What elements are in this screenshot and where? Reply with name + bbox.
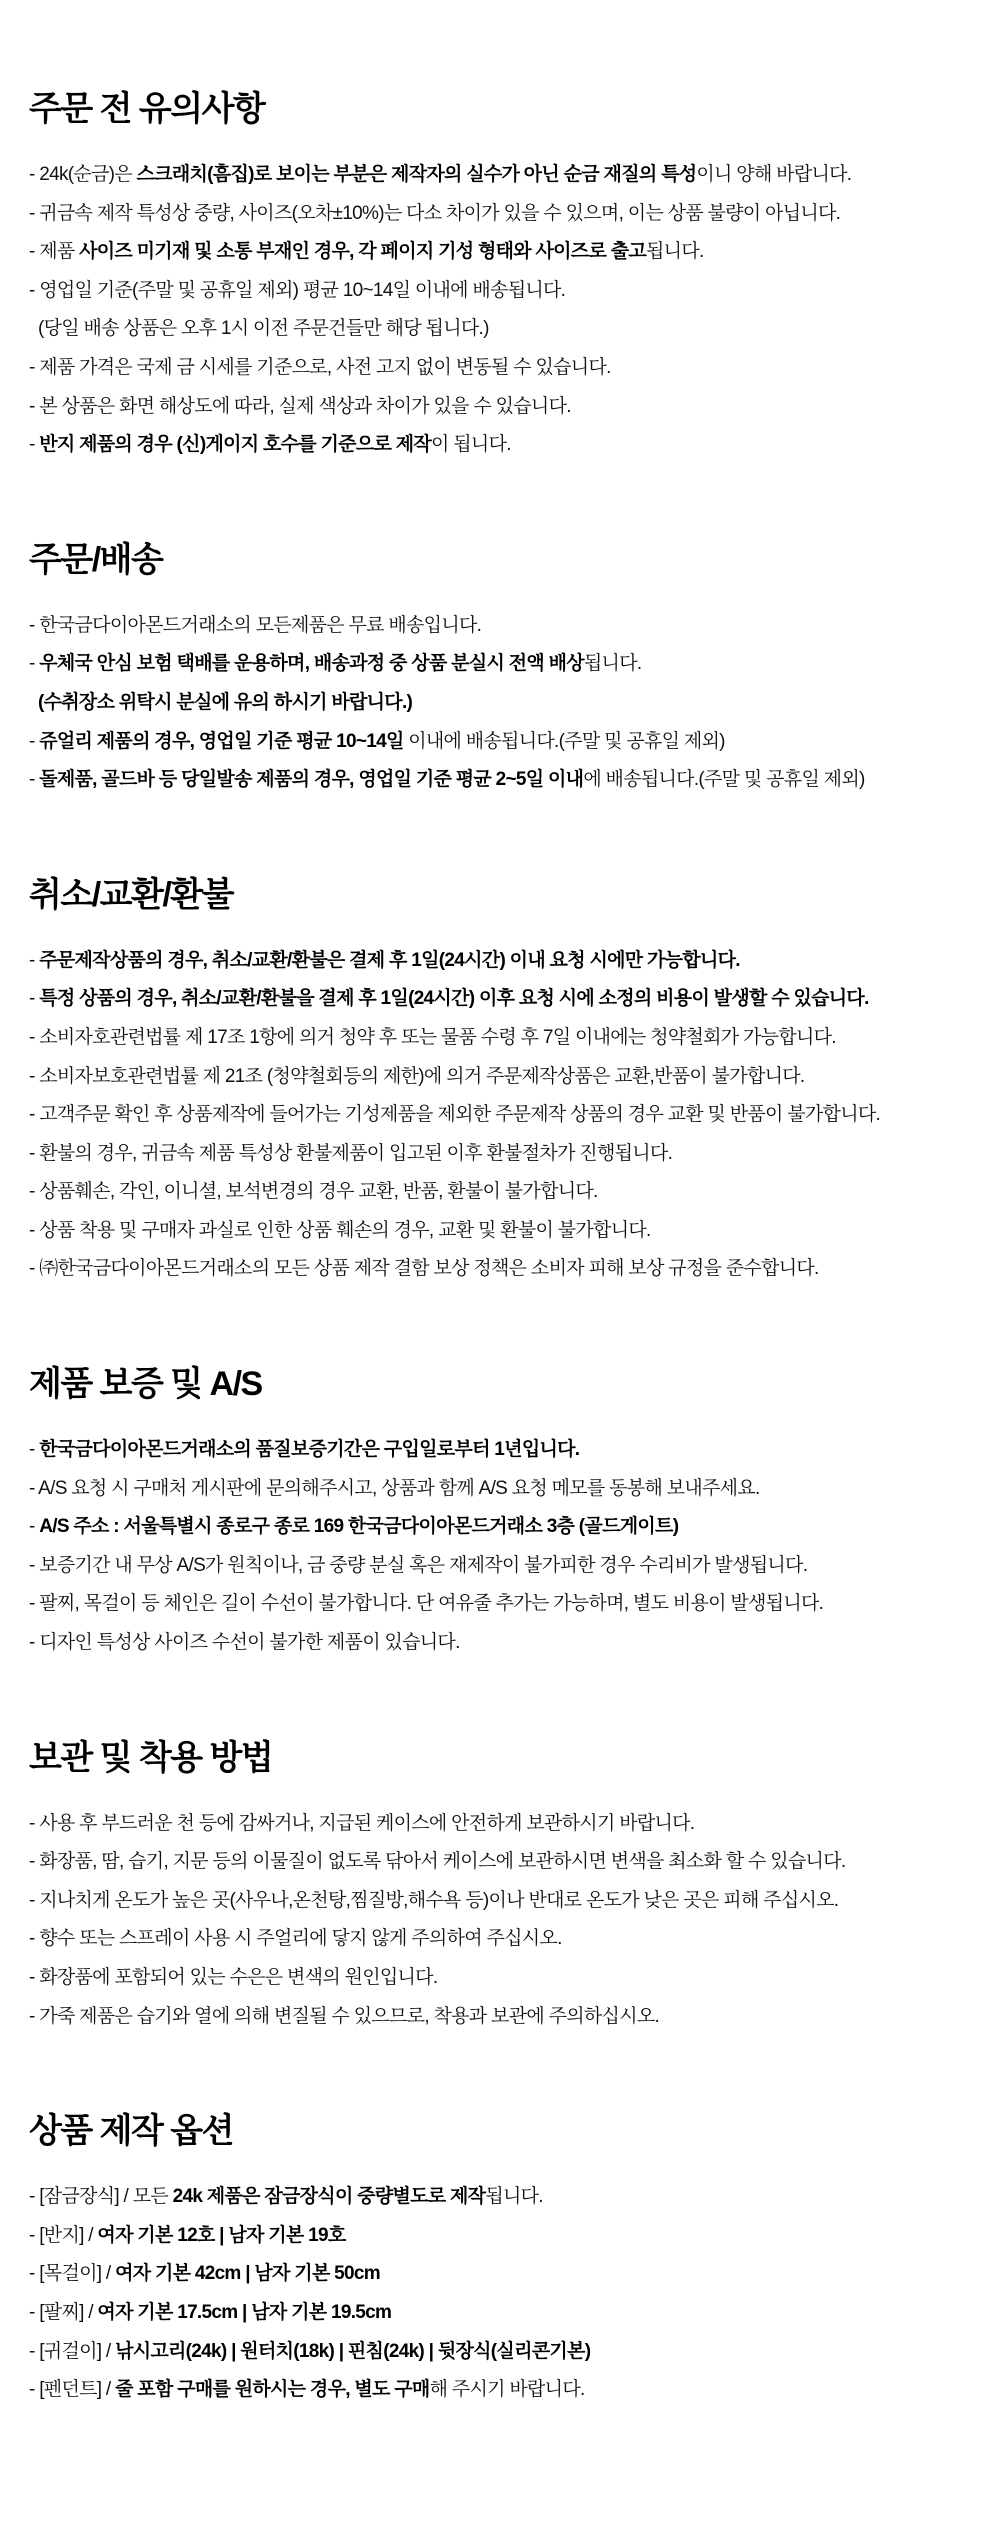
- text-segment: 이니 양해 바랍니다.: [696, 164, 852, 185]
- text-segment: (수취장소 위탁시 분실에 유의 하시기 바랍니다.): [38, 691, 413, 713]
- text-segment: 주문제작상품의 경우, 취소/교환/환불은 결제 후 1일(24시간) 이내 요청 시에만 가능합니다.: [39, 949, 740, 971]
- notice-line: [29, 980, 972, 1019]
- text-segment: - 향수 또는 스프레이 사용 시 주얼리에 닿지 않게 주의하여 주십시오.: [29, 1928, 562, 1950]
- text-segment: - [귀걸이] /: [29, 2340, 116, 2362]
- text-segment: 한국금다이아몬드거래소의 품질보증기간은 구입일로부터 1년입니다.: [39, 1439, 580, 1461]
- text-segment: - 가죽 제품은 습기와 열에 의해 변질될 수 있으므로, 착용과 보관에 주의하십시오.: [29, 2005, 660, 2027]
- text-segment: - 고객주문 확인 후 상품제작에 들어가는 기성제품을 제외한 주문제작 상품의 경우 교환 및 반품이 불가합니다.: [29, 1104, 881, 1126]
- text-segment: 됩니다.: [646, 241, 704, 263]
- notice-line: [29, 2333, 972, 2372]
- notice-line: [29, 1998, 972, 2037]
- notice-list-pre-order-notes: [29, 156, 972, 465]
- text-segment: - 제품 가격은 국제 금 시세를 기준으로, 사전 고지 없이 변동될 수 있습니다.: [29, 356, 611, 378]
- text-segment: - [잠금장식] / 모든: [29, 2186, 173, 2208]
- text-segment: -: [29, 1516, 40, 1538]
- text-segment: - 화장품에 포함되어 있는 수은은 변색의 원인입니다.: [29, 1967, 438, 1988]
- text-segment: 반지 제품의 경우 (신)게이지 호수를 기준으로 제작: [39, 434, 432, 456]
- text-segment: 낚시고리(24k) | 원터치(18k) | 핀침(24k) | 뒷장식(실리콘기본): [115, 2340, 591, 2362]
- notice-line: [29, 156, 972, 195]
- notice-line: [29, 1920, 972, 1959]
- notice-list-cancel-exchange-refund: [29, 942, 972, 1289]
- text-segment: - 상품 착용 및 구매자 과실로 인한 상품 훼손의 경우, 교환 및 환불이 불가합니다.: [29, 1219, 651, 1241]
- notice-section-product-options: [29, 2110, 972, 2410]
- notice-section-storage-wearing: [29, 1737, 972, 2037]
- notice-line: [29, 1508, 972, 1547]
- notice-line: [29, 2217, 972, 2256]
- notice-line: [29, 2178, 972, 2217]
- text-segment: 줄 포함 구매를 원하시는 경우, 별도 구매: [115, 2379, 430, 2401]
- notice-list-storage-wearing: [29, 1805, 972, 2037]
- notice-section-cancel-exchange-refund: [29, 874, 972, 1289]
- notice-line: [29, 2294, 972, 2333]
- text-segment: (당일 배송 상품은 오후 1시 이전 주문건들만 해당 됩니다.): [38, 318, 489, 340]
- section-title-storage-wearing: 보관 및 착용 방법: [29, 1738, 273, 1777]
- text-segment: - [반지] /: [29, 2224, 98, 2246]
- text-segment: 쥬얼리 제품의 경우, 영업일 기준 평균 10~14일: [39, 730, 404, 752]
- section-title-order-shipping: 주문/배송: [29, 540, 163, 579]
- notice-line: [29, 2255, 972, 2294]
- text-segment: -: [29, 769, 40, 791]
- text-segment: -: [29, 949, 40, 971]
- text-segment: - A/S 요청 시 구매처 게시판에 문의해주시고, 상품과 함께 A/S 요청 메모를 동봉해 보내주세요.: [29, 1477, 760, 1499]
- section-title-warranty-as: 제품 보증 및 A/S: [29, 1365, 262, 1404]
- notice-line: [29, 1547, 972, 1586]
- text-segment: 됩니다.: [583, 653, 642, 675]
- text-segment: 24k 제품은 잠금장식이 중량별도로 제작: [172, 2186, 486, 2208]
- notice-line: [29, 1173, 972, 1212]
- notice-section-pre-order-notes: [29, 88, 972, 465]
- text-segment: - 보증기간 내 무상 A/S가 원칙이나, 금 중량 분실 혹은 재제작이 불가피한 경우 수리비가 발생됩니다.: [29, 1554, 808, 1576]
- text-segment: - 지나치게 온도가 높은 곳(사우나,온천탕,찜질방,해수욕 등)이나 반대로 온도가 낮은 곳은 피해 주십시오.: [29, 1889, 839, 1911]
- text-segment: 해 주시기 바랍니다.: [429, 2379, 585, 2401]
- notice-line: [29, 1882, 972, 1921]
- text-segment: 에 배송됩니다.(주말 및 공휴일 제외): [583, 769, 865, 791]
- notice-line: [29, 1058, 972, 1097]
- notice-line: [29, 195, 972, 234]
- notice-line: [29, 1624, 972, 1663]
- notice-line: [29, 645, 972, 684]
- text-segment: 여자 기본 17.5cm | 남자 기본 19.5cm: [97, 2301, 392, 2323]
- text-segment: -: [29, 1439, 40, 1461]
- text-segment: - 제품: [29, 241, 80, 263]
- notice-line: [29, 1843, 972, 1882]
- notice-line: [29, 723, 972, 762]
- text-segment: - 소비자보호관련법률 제 21조 (청약철회등의 제한)에 의거 주문제작상품은 교환,반품이 불가합니다.: [29, 1065, 805, 1087]
- text-segment: - 디자인 특성상 사이즈 수선이 불가한 제품이 있습니다.: [29, 1632, 460, 1654]
- text-segment: - [펜던트] /: [29, 2379, 116, 2401]
- text-segment: 사이즈 미기재 및 소통 부재인 경우, 각 페이지 기성 형태와 사이즈로 출고: [79, 241, 647, 263]
- notice-list-warranty-as: [29, 1431, 972, 1663]
- text-segment: - 화장품, 땀, 습기, 지문 등의 이물질이 없도록 닦아서 케이스에 보관하시면 변색을 최소화 할 수 있습니다.: [29, 1851, 846, 1873]
- notice-line: [29, 1096, 972, 1135]
- text-segment: - 팔찌, 목걸이 등 체인은 길이 수선이 불가합니다. 단 여유줄 추가는 가능하며, 별도 비용이 발생됩니다.: [29, 1593, 824, 1615]
- notice-line: [29, 607, 972, 646]
- text-segment: - 24k(순금)은: [29, 164, 137, 185]
- text-segment: 이 됩니다.: [431, 434, 511, 456]
- text-segment: 특정 상품의 경우, 취소/교환/환불을 결제 후 1일(24시간) 이후 요청 시에 소정의 비용이 발생할 수 있습니다.: [39, 988, 869, 1010]
- notice-line: [29, 1959, 972, 1998]
- text-segment: 우체국 안심 보험 택배를 운용하며, 배송과정 중 상품 분실시 전액 배상: [39, 653, 584, 675]
- text-segment: -: [29, 434, 40, 456]
- text-segment: - 영업일 기준(주말 및 공휴일 제외) 평균 10~14일 이내에 배송됩니다.: [29, 279, 566, 301]
- text-segment: - 상품훼손, 각인, 이니셜, 보석변경의 경우 교환, 반품, 환불이 불가합니다.: [29, 1181, 598, 1203]
- text-segment: - ㈜한국금다이아몬드거래소의 모든 상품 제작 결함 보상 정책은 소비자 피해 보상 규정을 준수합니다.: [29, 1258, 819, 1280]
- section-title-pre-order-notes: 주문 전 유의사항: [29, 90, 265, 128]
- notice-line: [29, 1585, 972, 1624]
- notice-line: [29, 426, 972, 465]
- text-segment: - 환불의 경우, 귀금속 제품 특성상 환불제품이 입고된 이후 환불절차가 진행됩니다.: [29, 1142, 673, 1164]
- notice-line: [29, 349, 972, 388]
- text-segment: - 소비자호관련법률 제 17조 1항에 의거 청약 후 또는 물품 수령 후 7일 이내에는 청약철회가 가능합니다.: [29, 1026, 836, 1048]
- notice-section-warranty-as: [29, 1363, 972, 1663]
- text-segment: 됩니다.: [485, 2186, 543, 2208]
- notice-line: [29, 942, 972, 981]
- text-segment: - 귀금속 제작 특성상 중량, 사이즈(오차±10%)는 다소 차이가 있을 수 있으며, 이는 상품 불량이 아닙니다.: [29, 202, 841, 224]
- notice-list-order-shipping: [29, 607, 972, 800]
- notice-line: [29, 233, 972, 272]
- text-segment: 스크래치(흠집)로 보이는 부분은 제작자의 실수가 아닌 순금 재질의 특성: [136, 164, 697, 185]
- notice-section-order-shipping: [29, 539, 972, 800]
- notice-line: [29, 272, 972, 311]
- text-segment: A/S 주소 : 서울특별시 종로구 종로 169 한국금다이아몬드거래소 3층 (골드게이트): [39, 1516, 679, 1538]
- notice-list-product-options: [29, 2178, 972, 2410]
- text-segment: -: [29, 653, 40, 675]
- text-segment: -: [29, 730, 40, 752]
- notice-line: [29, 310, 972, 349]
- notice-line: [29, 1250, 972, 1289]
- notice-line: [29, 1470, 972, 1509]
- text-segment: - 한국금다이아몬드거래소의 모든제품은 무료 배송입니다.: [29, 614, 482, 636]
- notice-line: [29, 1212, 972, 1251]
- section-title-cancel-exchange-refund: 취소/교환/환불: [29, 875, 233, 914]
- notice-line: [29, 761, 972, 800]
- notice-line: [29, 1805, 972, 1844]
- text-segment: - 본 상품은 화면 해상도에 따라, 실제 색상과 차이가 있을 수 있습니다.: [29, 395, 571, 417]
- notice-line: [29, 1135, 972, 1174]
- text-segment: 돌제품, 골드바 등 당일발송 제품의 경우, 영업일 기준 평균 2~5일 이내: [39, 769, 584, 791]
- notice-line: [29, 1431, 972, 1470]
- text-segment: - [팔찌] /: [29, 2301, 98, 2323]
- text-segment: - 사용 후 부드러운 천 등에 감싸거나, 지급된 케이스에 안전하게 보관하시기 바랍니다.: [29, 1812, 695, 1834]
- notice-line: [29, 1019, 972, 1058]
- notice-line: [29, 2371, 972, 2410]
- text-segment: 이내에 배송됩니다.(주말 및 공휴일 제외): [403, 730, 725, 752]
- text-segment: 여자 기본 42cm | 남자 기본 50cm: [115, 2263, 380, 2285]
- text-segment: -: [29, 988, 40, 1010]
- text-segment: 여자 기본 12호 | 남자 기본 19호: [97, 2224, 346, 2246]
- text-segment: - [목걸이] /: [29, 2263, 116, 2285]
- section-title-product-options: 상품 제작 옵션: [29, 2112, 233, 2151]
- notice-line: [29, 388, 972, 427]
- notice-line: [29, 684, 972, 723]
